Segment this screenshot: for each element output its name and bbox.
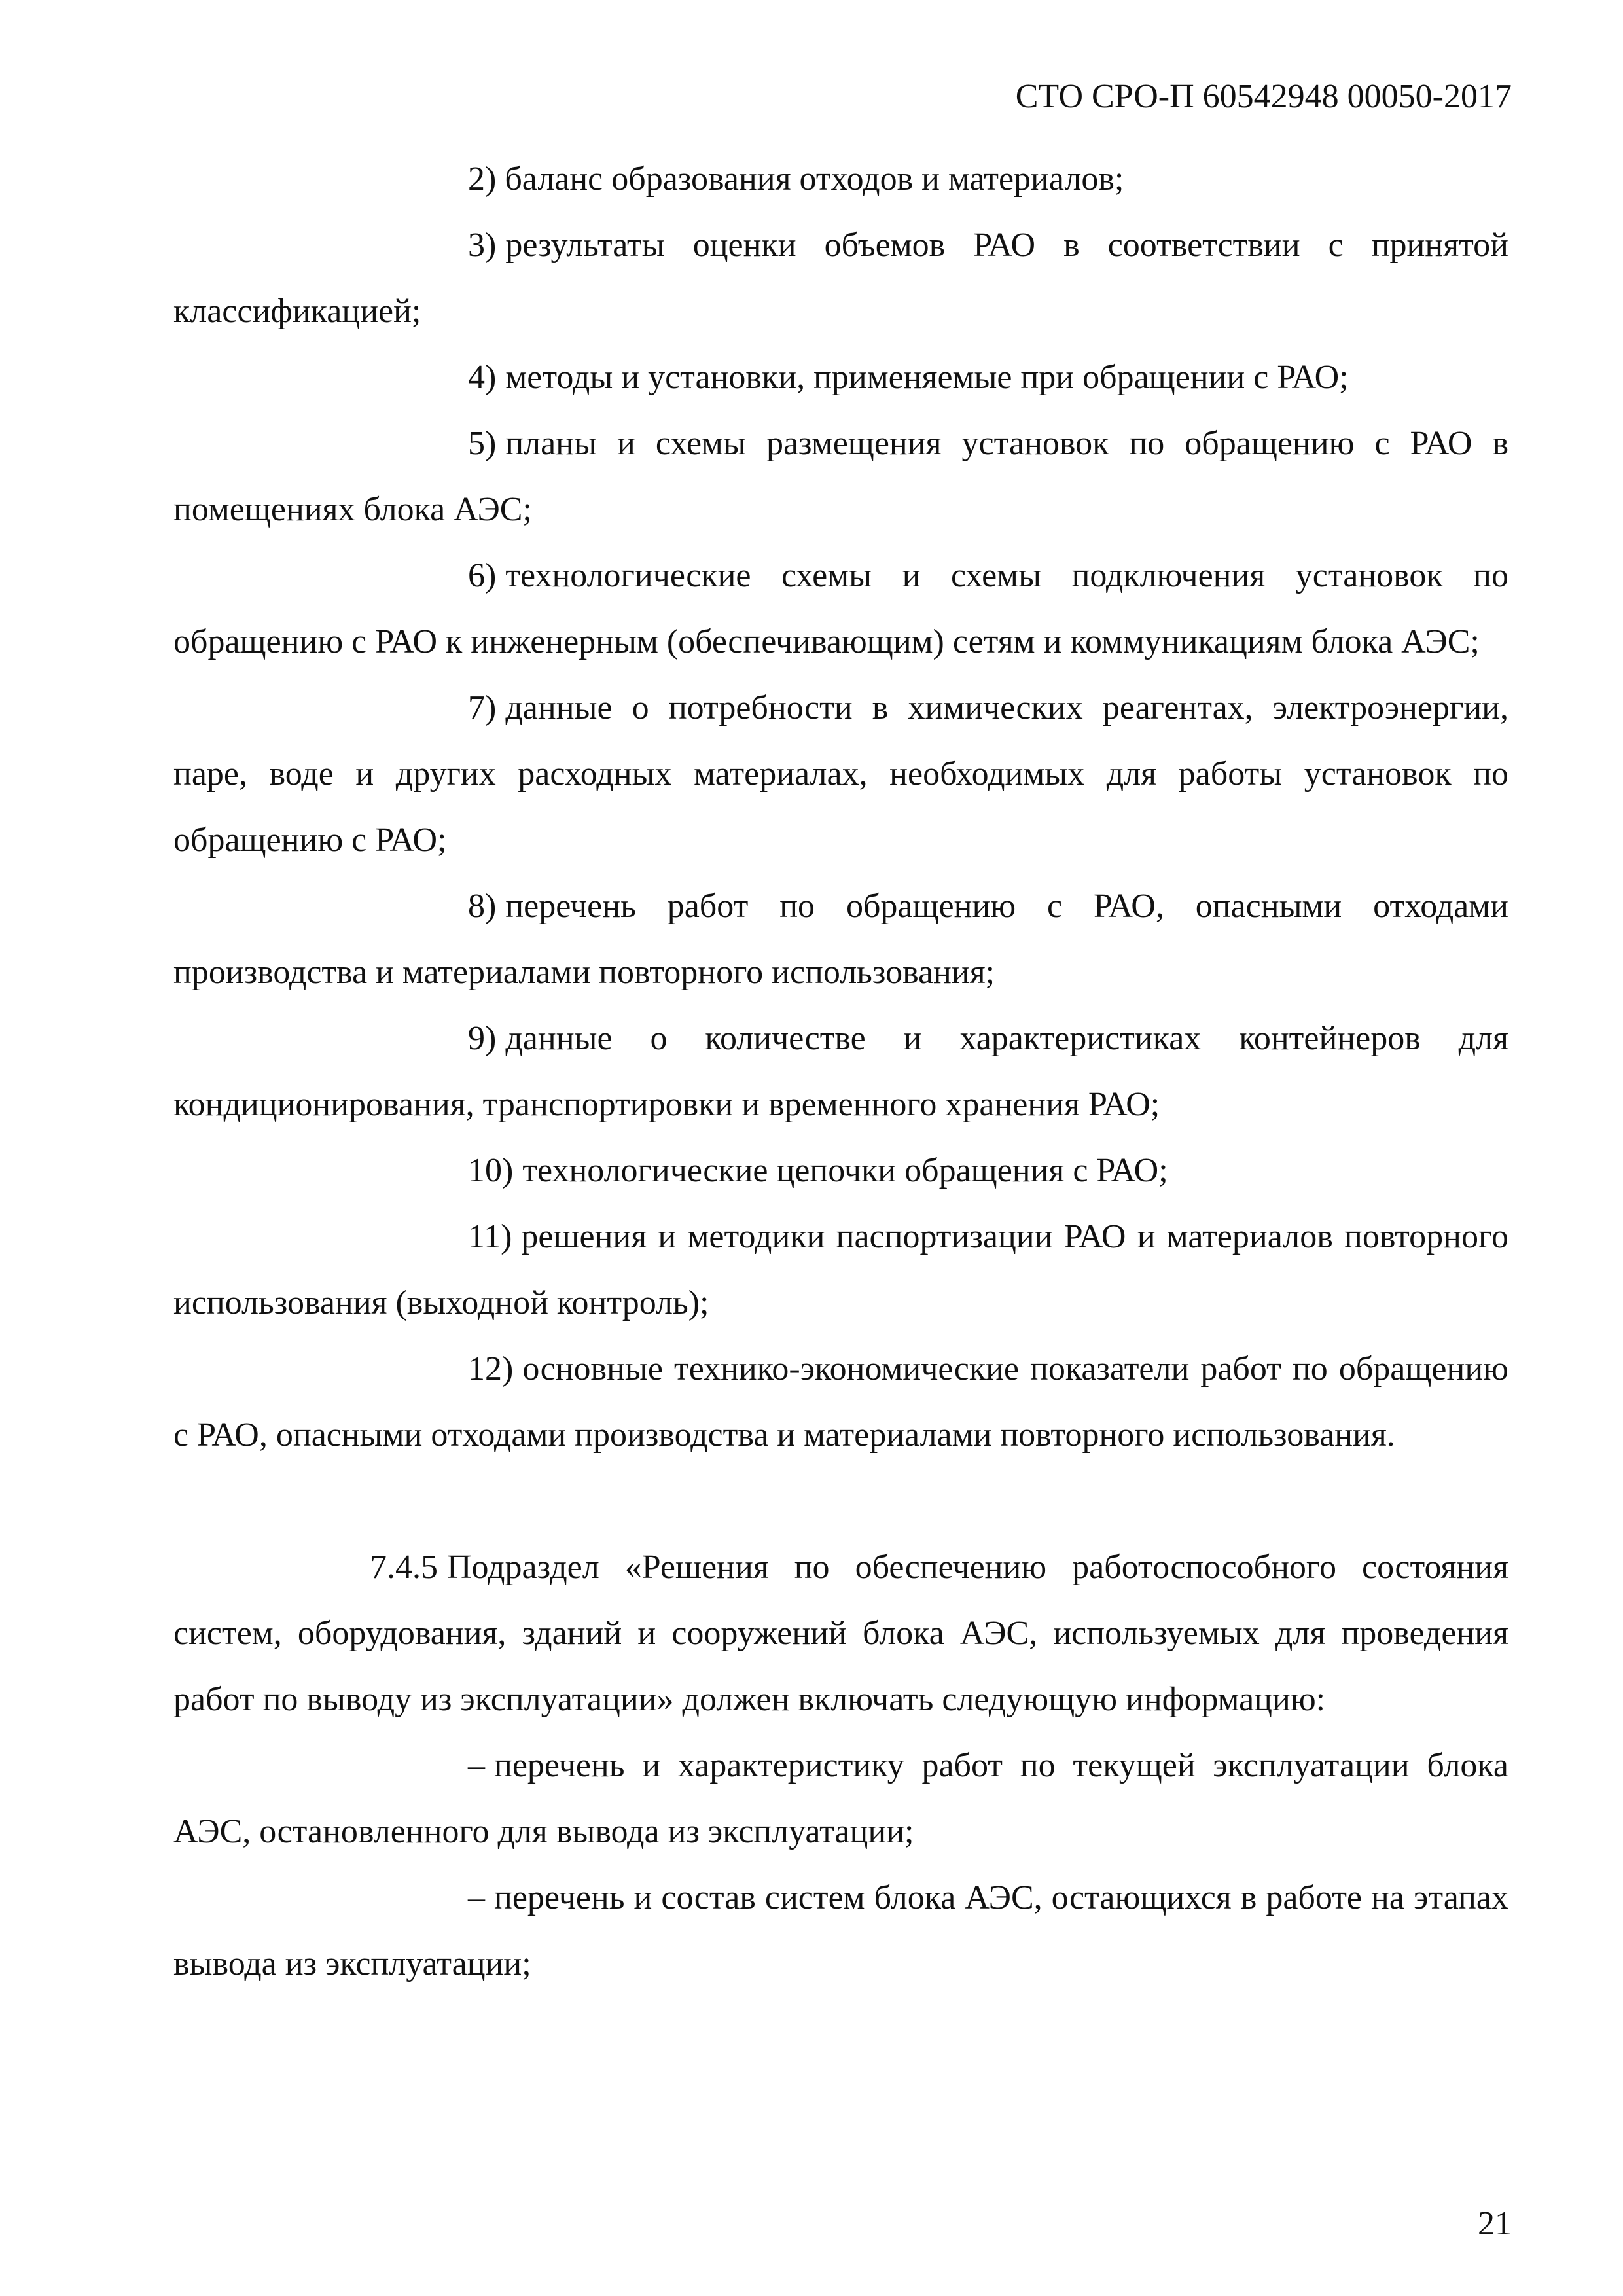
bullet-text: перечень и состав систем блока АЭС, остающихся в работе на этапах вывода из эксплуатации; xyxy=(173,1879,1508,1982)
section-paragraph xyxy=(173,1534,1508,1732)
list-item-text: методы и установки, применяемые при обращении с РАО; xyxy=(505,359,1349,396)
list-item xyxy=(173,1204,1508,1336)
list-item xyxy=(173,675,1508,873)
list-item xyxy=(173,212,1508,344)
list-item-text: технологические схемы и схемы подключения установок по обращению с РАО к инженерным (обеспечивающим) сетям и коммуникациям блока АЭС; xyxy=(173,557,1508,660)
list-item-number: 5) xyxy=(468,425,497,462)
list-item-text: перечень работ по обращению с РАО, опасными отходами производства и материалами повторного использования; xyxy=(173,888,1508,991)
bullet-item xyxy=(173,1732,1508,1865)
list-item-text: технологические цепочки обращения с РАО; xyxy=(522,1152,1168,1189)
list-item-number: 10) xyxy=(468,1152,514,1189)
list-item-text: основные технико-экономические показатели работ по обращению с РАО, опасными отходами производства и материалами повторного использования. xyxy=(173,1350,1508,1454)
list-item xyxy=(173,873,1508,1005)
document-code-header: СТО СРО-П 60542948 00050-2017 xyxy=(1015,78,1512,115)
list-item-text: баланс образования отходов и материалов; xyxy=(505,160,1124,198)
list-item xyxy=(173,543,1508,675)
list-item-text: результаты оценки объемов РАО в соответствии с принятой классификацией; xyxy=(173,226,1508,330)
list-item xyxy=(173,1336,1508,1468)
list-item-number: 2) xyxy=(468,160,497,198)
list-item-number: 4) xyxy=(468,359,497,396)
list-item-text: планы и схемы размещения установок по обращению с РАО в помещениях блока АЭС; xyxy=(173,425,1508,528)
list-item-number: 6) xyxy=(468,557,497,594)
list-item-number: 7) xyxy=(468,689,497,726)
section-number: 7.4.5 xyxy=(370,1549,438,1586)
list-item-text: данные о потребности в химических реагентах, электроэнергии, паре, воде и других расходных материалах, необходимых для работы установок по обращению с РАО; xyxy=(173,689,1508,859)
list-item-text: данные о количестве и характеристиках контейнеров для кондиционирования, транспортировки и временного хранения РАО; xyxy=(173,1020,1508,1123)
list-item xyxy=(173,410,1508,543)
section-text: Подраздел «Решения по обеспечению работоспособного состояния систем, оборудования, зданий и сооружений блока АЭС, используемых для проведения работ по выводу из эксплуатации» должен включать следующую информацию: xyxy=(173,1549,1508,1718)
bullet-text: перечень и характеристику работ по текущей эксплуатации блока АЭС, остановленного для вывода из эксплуатации; xyxy=(173,1747,1508,1850)
list-item xyxy=(173,146,1508,212)
page-number: 21 xyxy=(1478,2205,1512,2242)
list-item-text: решения и методики паспортизации РАО и материалов повторного использования (выходной контроль); xyxy=(173,1218,1508,1321)
list-item xyxy=(173,1468,1508,1534)
list-item-number: 11) xyxy=(468,1218,512,1255)
list-item-number: 8) xyxy=(468,888,497,925)
page-body xyxy=(173,146,1508,1997)
list-item-number: 9) xyxy=(468,1020,497,1057)
list-item-number: 3) xyxy=(468,226,497,264)
bullet-marker: – xyxy=(468,1747,485,1784)
list-item xyxy=(173,1138,1508,1204)
bullet-marker: – xyxy=(468,1879,485,1916)
list-item-number: 12) xyxy=(468,1350,514,1388)
list-item xyxy=(173,344,1508,410)
bullet-item xyxy=(173,1865,1508,1997)
list-item xyxy=(173,1005,1508,1138)
